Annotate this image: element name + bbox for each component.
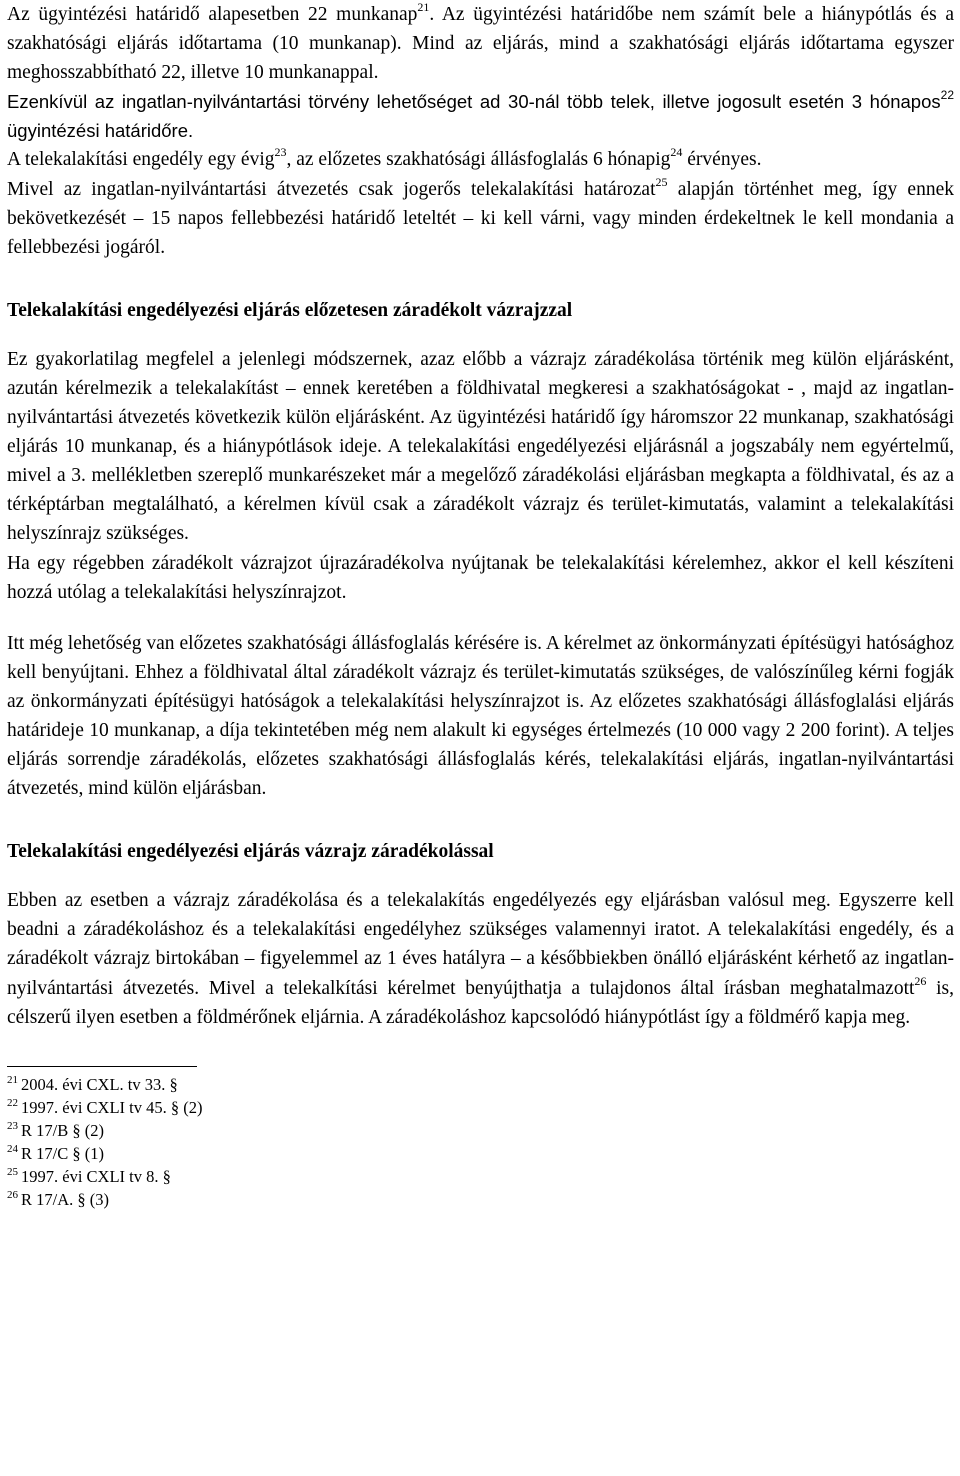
- footnote-separator: [7, 1066, 197, 1067]
- footnote-ref-21[interactable]: 21: [417, 0, 430, 14]
- footnotes: [7, 1073, 954, 1211]
- paragraph-combined-procedure: Ebben az esetben a vázrajz záradékolása és a telekalakítás engedélyezés egy eljárásban valósul meg. Egyszerre kell beadni a záradékoláshoz és a telekalakítási engedélyhez szükséges valamennyi iratot. A telekalakítási engedély, és a záradékolt vázrajz birtokában – figyelemmel az 1 éves hatályra – a későbbiekben önálló eljárásként kérhető az ingatlan-nyilvántartási átvezetés. Mivel a telekalkítási kérelmet benyújthatja a tulajdonos által írásban meghatalmazott$^{26}$ is, célszerű ilyen esetben a földmérőnek eljárnia. A záradékoláshoz kapcsolódó hiánypótlást így a földmérő kapja meg.: [7, 890, 954, 1028]
- footnote-ref-22[interactable]: 22: [940, 88, 954, 103]
- footnote-ref-26[interactable]: 26: [914, 973, 927, 988]
- paragraph-validity: A telekalakítási engedély egy évig$^{23}$, az előzetes szakhatósági állásfoglalás 6 hónapig$^{24}$ érvényes.: [7, 145, 762, 171]
- footnote: $^{21}$ 2004. évi CXL. tv 33. §: [7, 1073, 178, 1094]
- paragraph-reclause: Ha egy régebben záradékolt vázrajzot újrazáradékolva nyújtanak be telekalakítási kérelemhez, akkor el kell készíteni hozzá utólag a telekalakítási helyszínrajzot.: [7, 552, 954, 603]
- paragraph-current-method: Ez gyakorlatilag megfelel a jelenlegi módszernek, azaz előbb a vázrajz záradékolása történik meg külön eljárásként, azután kérelmezik a telekalakítást – ennek keretében a földhivatal megkeresi a szakhatóságokat - , majd az ingatlan-nyilvántartási átvezetés következik külön eljárásként. Az ügyintézési határidő így háromszor 22 munkanap, szakhatósági eljárás 10 munkanap, és a hiánypótlások ideje. A telekalakítási engedélyezési eljárásnál a jogszabály nem egyértelmű, mivel a 3. mellékletben szereplő munkarészeket már a megelőző záradékolási eljárásban megkapta a földhivatal, és az a térképtárban megtalálható, a kérelmen kívül csak a záradékolt vázrajz és terület-kimutatás, valamint a telekalakítási helyszínrajz szükséges.: [7, 348, 954, 545]
- footnote-ref-24[interactable]: 24: [670, 145, 683, 160]
- footnote: $^{22}$ 1997. évi CXLI tv 45. § (2): [7, 1096, 203, 1117]
- footnote-ref-23[interactable]: 23: [274, 145, 287, 160]
- section-heading-prior-clause: Telekalakítási engedélyezési eljárás előzetesen záradékolt vázrajzzal: [7, 299, 573, 321]
- footnote: $^{24}$ R 17/C § (1): [7, 1142, 104, 1163]
- footnote: $^{25}$ 1997. évi CXLI tv 8. §: [7, 1165, 171, 1186]
- footnote-ref-25[interactable]: 25: [655, 174, 668, 189]
- paragraph-registration: Mivel az ingatlan-nyilvántartási átvezetés csak jogerős telekalakítási határozat$^{25}$ alapján történhet meg, így ennek bekövetkezését – 15 napos fellebbezési határidő leteltét – ki kell várni, vagy minden érdekeltnek le kell mondania a fellebbezési jogáról.: [7, 174, 954, 258]
- footnote: $^{26}$ R 17/A. § (3): [7, 1188, 109, 1209]
- paragraph-extension: Ezenkívül az ingatlan-nyilvántartási törvény lehetőséget ad 30-nál több telek, illetve jogosult esetén 3 hónapos$^{22}$ ügyintézési határidőre.: [7, 88, 954, 142]
- paragraph-deadline: Az ügyintézési határidő alapesetben 22 munkanap$^{21}$. Az ügyintézési határidőbe nem számít bele a hiánypótlás és a szakhatósági eljárás időtartama (10 munkanap). Mind az eljárás, mind a szakhatósági eljárás időtartama egyszer meghosszabbítható 22, illetve 10 munkanappal.: [7, 0, 954, 84]
- footnote: $^{23}$ R 17/B § (2): [7, 1119, 104, 1140]
- section-heading-with-clause: Telekalakítási engedélyezési eljárás vázrajz záradékolással: [7, 841, 494, 863]
- paragraph-preliminary-opinion: Itt még lehetőség van előzetes szakhatósági állásfoglalás kérésére is. A kérelmet az önkormányzati építésügyi hatósághoz kell benyújtani. Ehhez a földhivatal által záradékolt vázrajz és terület-kimutatás szükséges, de valószínűleg kérni fogják az önkormányzati építésügyi hatóságok a telekalakítási helyszínrajzot is. Az előzetes szakhatósági állásfoglalási eljárás határideje 10 munkanap, a díja tekintetében még nem alakult ki egységes értelmezés (10 000 vagy 2 200 forint). A teljes eljárás sorrendje záradékolás, előzetes szakhatósági állásfoglalás kérés, telekalakítási eljárás, ingatlan-nyilvántartási átvezetés, mind külön eljárásban.: [7, 632, 954, 800]
